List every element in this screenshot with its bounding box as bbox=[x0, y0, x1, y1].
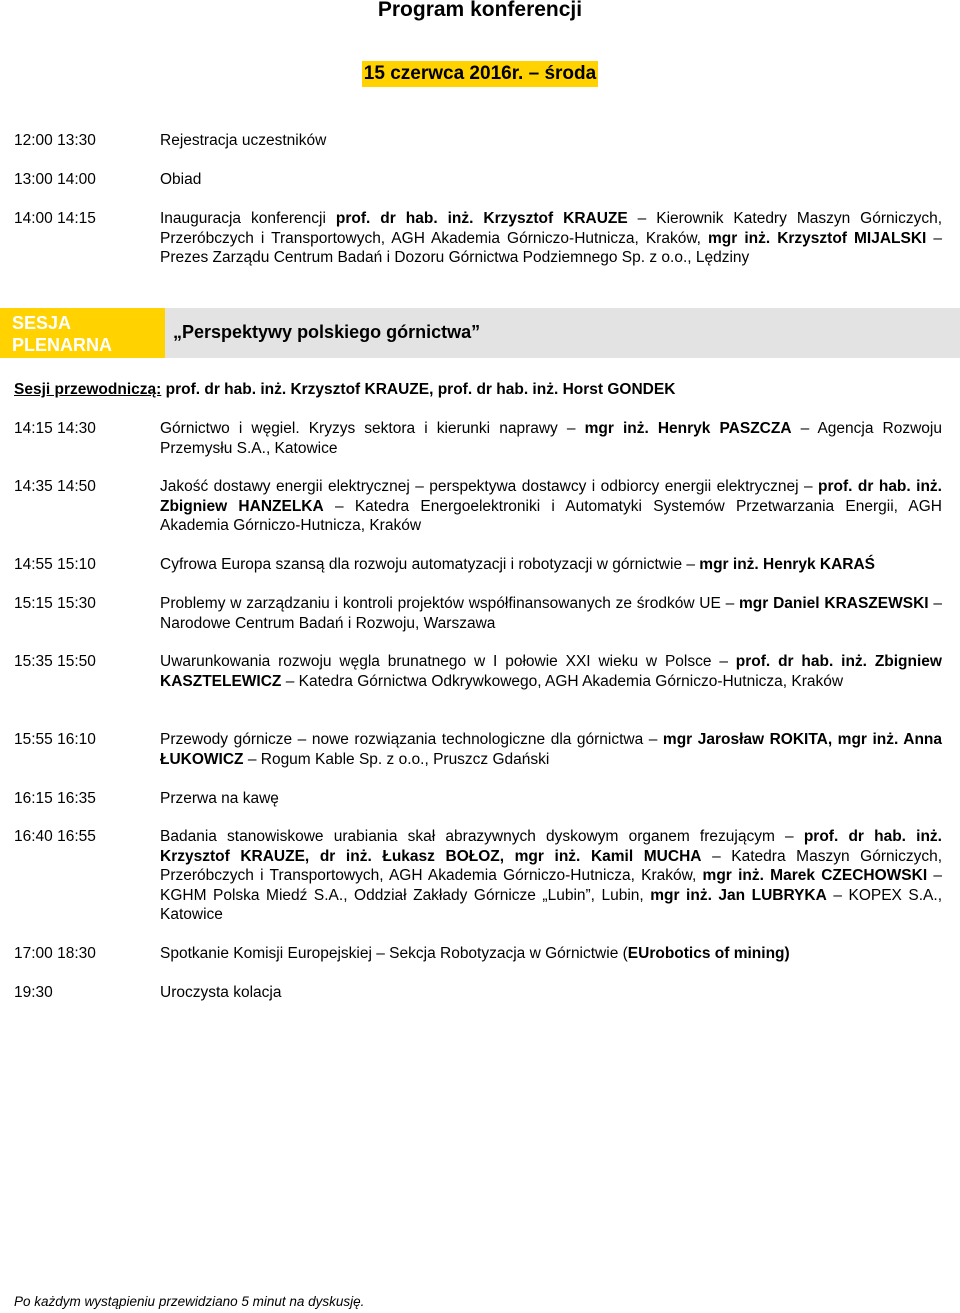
text-part: – Agencja Rozwoju Przemysłu S.A., Katowice bbox=[160, 420, 942, 457]
time-range: 14:15 14:30 bbox=[14, 420, 96, 437]
speaker: mgr inż. Marek CZECHOWSKI bbox=[702, 867, 928, 885]
time-range: 15:55 16:10 bbox=[14, 731, 96, 748]
time-range: 15:35 15:50 bbox=[14, 653, 96, 670]
item-description: Rejestracja uczestników bbox=[160, 132, 327, 149]
text-part: Uwarunkowania rozwoju węgla brunatnego w I połowie XXI wieku w Polsce – bbox=[160, 653, 736, 670]
time-range: 15:15 15:30 bbox=[14, 595, 96, 612]
speaker: prof. dr hab. inż. Zbigniew HANZELKA bbox=[160, 478, 942, 515]
item-description bbox=[160, 477, 942, 536]
date-heading-wrap bbox=[0, 61, 960, 87]
speaker: mgr inż. Jan LUBRYKA bbox=[650, 886, 827, 904]
text-part: – KGHM Polska Miedź S.A., Oddział Zakłady Górnicze „Lubin”, Lubin, bbox=[160, 867, 942, 904]
item-description bbox=[160, 209, 942, 268]
text-part: – KOPEX S.A., Katowice bbox=[160, 886, 943, 924]
time-range: 13:00 14:00 bbox=[14, 171, 96, 188]
text-part: Przewody górnicze – nowe rozwiązania technologiczne dla górnictwa – bbox=[160, 731, 663, 748]
time-range: 14:35 14:50 bbox=[14, 478, 96, 495]
text-part: Badania stanowiskowe urabiania skał abrazywnych dyskowym organem frezującym – bbox=[160, 828, 804, 845]
text-part: Problemy w zarządzaniu i kontroli projektów współfinansowanych ze środków UE – bbox=[160, 595, 740, 612]
text-part: – Prezes Zarządu Centrum Badań i Dozoru Górnictwa Podziemnego Sp. z o.o., Lędziny bbox=[160, 229, 942, 267]
text-part: – Narodowe Centrum Badań i Rozwoju, Warszawa bbox=[160, 595, 942, 632]
text-part: – Katedra Maszyn Górniczych, Przeróbczych i Transportowych, AGH Akademia Górniczo-Hutnicza, Kraków, bbox=[160, 847, 942, 885]
speaker: mgr Jarosław ROKITA, mgr inż. Anna ŁUKOWICZ bbox=[160, 731, 942, 768]
text-part: – Katedra Energoelektroniki i Automatyki Systemów Przetwarzania Energii, AGH Akademia Górniczo-Hutnicza, Kraków bbox=[160, 497, 942, 535]
speaker: mgr inż. Henryk PASZCZA bbox=[584, 420, 792, 437]
speaker: mgr inż. Krzysztof MIJALSKI bbox=[708, 229, 927, 247]
speaker: mgr inż. Henryk KARAŚ bbox=[699, 556, 875, 573]
time-range: 14:55 15:10 bbox=[14, 556, 96, 573]
time-range: 16:40 16:55 bbox=[14, 828, 96, 845]
item-description bbox=[160, 730, 942, 769]
session-title: „Perspektywy polskiego górnictwa” bbox=[173, 322, 481, 342]
item-description bbox=[160, 594, 942, 633]
item-description: Obiad bbox=[160, 171, 202, 188]
speaker: mgr Daniel KRASZEWSKI bbox=[739, 595, 929, 612]
session-chairs bbox=[14, 380, 675, 400]
chairs-names: prof. dr hab. inż. Krzysztof KRAUZE, prof. dr hab. inż. Horst GONDEK bbox=[161, 381, 676, 398]
speaker: prof. dr hab. inż. Zbigniew KASZTELEWICZ bbox=[160, 653, 942, 690]
page-title: Program konferencji bbox=[377, 0, 583, 21]
text-part: Spotkanie Komisji Europejskiej – Sekcja Robotyzacja w Górnictwie ( bbox=[160, 945, 628, 962]
item-description bbox=[160, 652, 942, 691]
text-part: – Katedra Górnictwa Odkrywkowego, AGH Akademia Górniczo-Hutnicza, Kraków bbox=[281, 672, 844, 690]
speaker: prof. dr hab. inż. Krzysztof KRAUZE bbox=[335, 210, 628, 227]
time-range: 19:30 bbox=[14, 984, 53, 1001]
session-label-line1: SESJA bbox=[12, 313, 72, 333]
time-range: 17:00 18:30 bbox=[14, 945, 96, 962]
time-range: 12:00 13:30 bbox=[14, 132, 96, 149]
footnote: Po każdym wystąpieniu przewidziano 5 minut na dyskusję. bbox=[14, 1294, 365, 1309]
item-description: Przerwa na kawę bbox=[160, 790, 279, 807]
text-part: Górnictwo i węgiel. Kryzys sektora i kierunki naprawy – bbox=[160, 420, 585, 437]
highlight: EUrobotics of mining) bbox=[627, 945, 790, 962]
item-description bbox=[160, 419, 942, 458]
item-description bbox=[160, 827, 942, 925]
session-label-box bbox=[0, 308, 165, 358]
item-description bbox=[160, 944, 942, 964]
time-range: 14:00 14:15 bbox=[14, 210, 96, 227]
text-part: – Rogum Kable Sp. z o.o., Pruszcz Gdański bbox=[243, 750, 550, 768]
chairs-label: Sesji przewodniczą: bbox=[14, 381, 162, 398]
time-range: 16:15 16:35 bbox=[14, 790, 96, 807]
date-heading: 15 czerwca 2016r. – środa bbox=[362, 61, 598, 87]
speaker: prof. dr hab. inż. Krzysztof KRAUZE, dr inż. Łukasz BOŁOZ, mgr inż. Kamil MUCHA bbox=[160, 828, 942, 865]
text-part: Inauguracja konferencji bbox=[160, 210, 336, 227]
item-description bbox=[160, 555, 942, 575]
text-part: – Kierownik Katedry Maszyn Górniczych, Przeróbczych i Transportowych, AGH Akademia Górniczo-Hutnicza, Kraków, bbox=[160, 210, 943, 247]
session-title-box bbox=[165, 308, 960, 358]
session-label-line2: PLENARNA bbox=[12, 335, 113, 355]
item-description: Uroczysta kolacja bbox=[160, 984, 282, 1001]
text-part: Jakość dostawy energii elektrycznej – perspektywa dostawcy i odbiorcy energii elektrycznej – bbox=[160, 478, 819, 495]
text-part: Cyfrowa Europa szansą dla rozwoju automatyzacji i robotyzacji w górnictwie – bbox=[160, 556, 700, 573]
